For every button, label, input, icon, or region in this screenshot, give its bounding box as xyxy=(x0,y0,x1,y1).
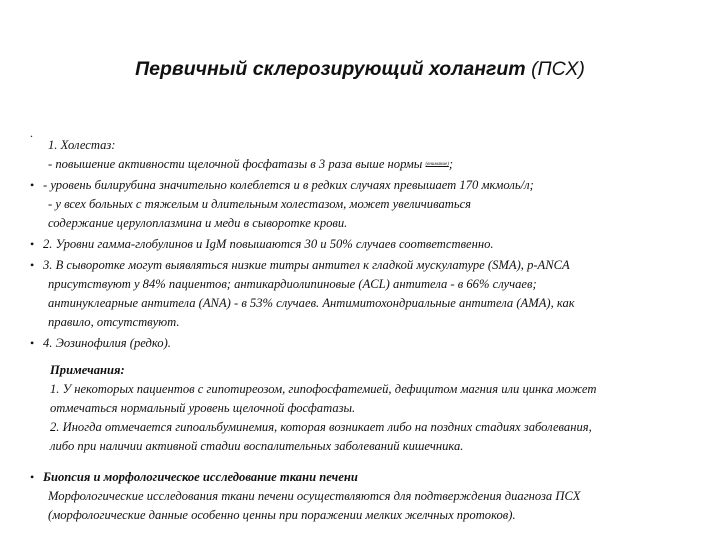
item-line: правило, отсутствуют. xyxy=(48,315,180,329)
note-line: 2. Иногда отмечается гипоальбуминемия, которая возникает либо на поздних стадиях заболевания, xyxy=(50,420,592,434)
note-line: либо при наличии активной стадии воспалительных заболеваний кишечника. xyxy=(50,439,464,453)
item-line: 2. Уровни гамма-глобулинов и IgM повышаются 30 и 50% случаев соответственно. xyxy=(43,237,494,251)
list-item-biopsy xyxy=(30,468,680,525)
list-item-eosinophilia xyxy=(30,334,680,353)
item-line: 3. В сыворотке могут выявляться низкие титры антител к гладкой мускулатуре (SMA), p-ANCA xyxy=(43,258,570,272)
list-item-bilirubin xyxy=(30,176,680,233)
title-main: Первичный склерозирующий холангит xyxy=(135,58,526,80)
item-line: 1. Холестаз: xyxy=(48,138,116,152)
notes-section xyxy=(30,361,680,456)
note-line: отмечаться нормальный уровень щелочной фосфатазы. xyxy=(50,401,356,415)
item-line: - у всех больных с тяжелым и длительным холестазом, может увеличиваться xyxy=(48,197,472,211)
item-line: присутствуют у 84% пациентов; антикардиолипиновые (ACL) антитела - в 66% случаев; xyxy=(48,277,537,291)
title-abbrev: (ПСХ) xyxy=(531,58,585,80)
item-line: Морфологические исследования ткани печени осуществляются для подтверждения диагноза ПСХ xyxy=(48,489,581,503)
notes-heading: Примечания: xyxy=(50,363,125,377)
reference-link[interactable]: (внимание) xyxy=(425,162,449,167)
biopsy-heading: Биопсия и морфологическое исследование ткани печени xyxy=(43,470,358,484)
item-line xyxy=(43,155,680,174)
item-line: (морфологические данные особенно ценны при поражении мелких желчных протоков). xyxy=(48,508,516,522)
list-item-antibodies xyxy=(30,256,680,332)
item-line: - уровень билирубина значительно колеблется и в редких случаях превышает 170 мкмоль/л; xyxy=(43,178,534,192)
bullet-icon: • xyxy=(30,178,35,192)
empty-line xyxy=(43,124,680,136)
slide-title xyxy=(0,58,720,81)
item-line: антинуклеарные антитела (ANA) - в 53% случаев. Антимитохондриальные антитела (AMA), как xyxy=(48,296,575,310)
bullet-icon: • xyxy=(30,258,35,272)
item-text: ; xyxy=(448,157,454,171)
list-item-cholestasis xyxy=(30,124,680,174)
bullet-icon: • xyxy=(30,336,35,350)
item-line: 4. Эозинофилия (редко). xyxy=(43,336,171,350)
item-text: - повышение активности щелочной фосфатазы в 3 раза выше нормы xyxy=(48,157,423,171)
note-line: 1. У некоторых пациентов с гипотиреозом, гипофосфатемией, дефицитом магния или цинка может xyxy=(50,382,597,396)
bullet-icon: • xyxy=(30,470,35,484)
item-line: содержание церулоплазмина и меди в сыворотке крови. xyxy=(48,216,348,230)
list-item-globulins xyxy=(30,235,680,254)
bullet-icon: • xyxy=(30,237,35,251)
slide-content xyxy=(30,124,680,527)
bullet-dot: . xyxy=(30,126,33,140)
